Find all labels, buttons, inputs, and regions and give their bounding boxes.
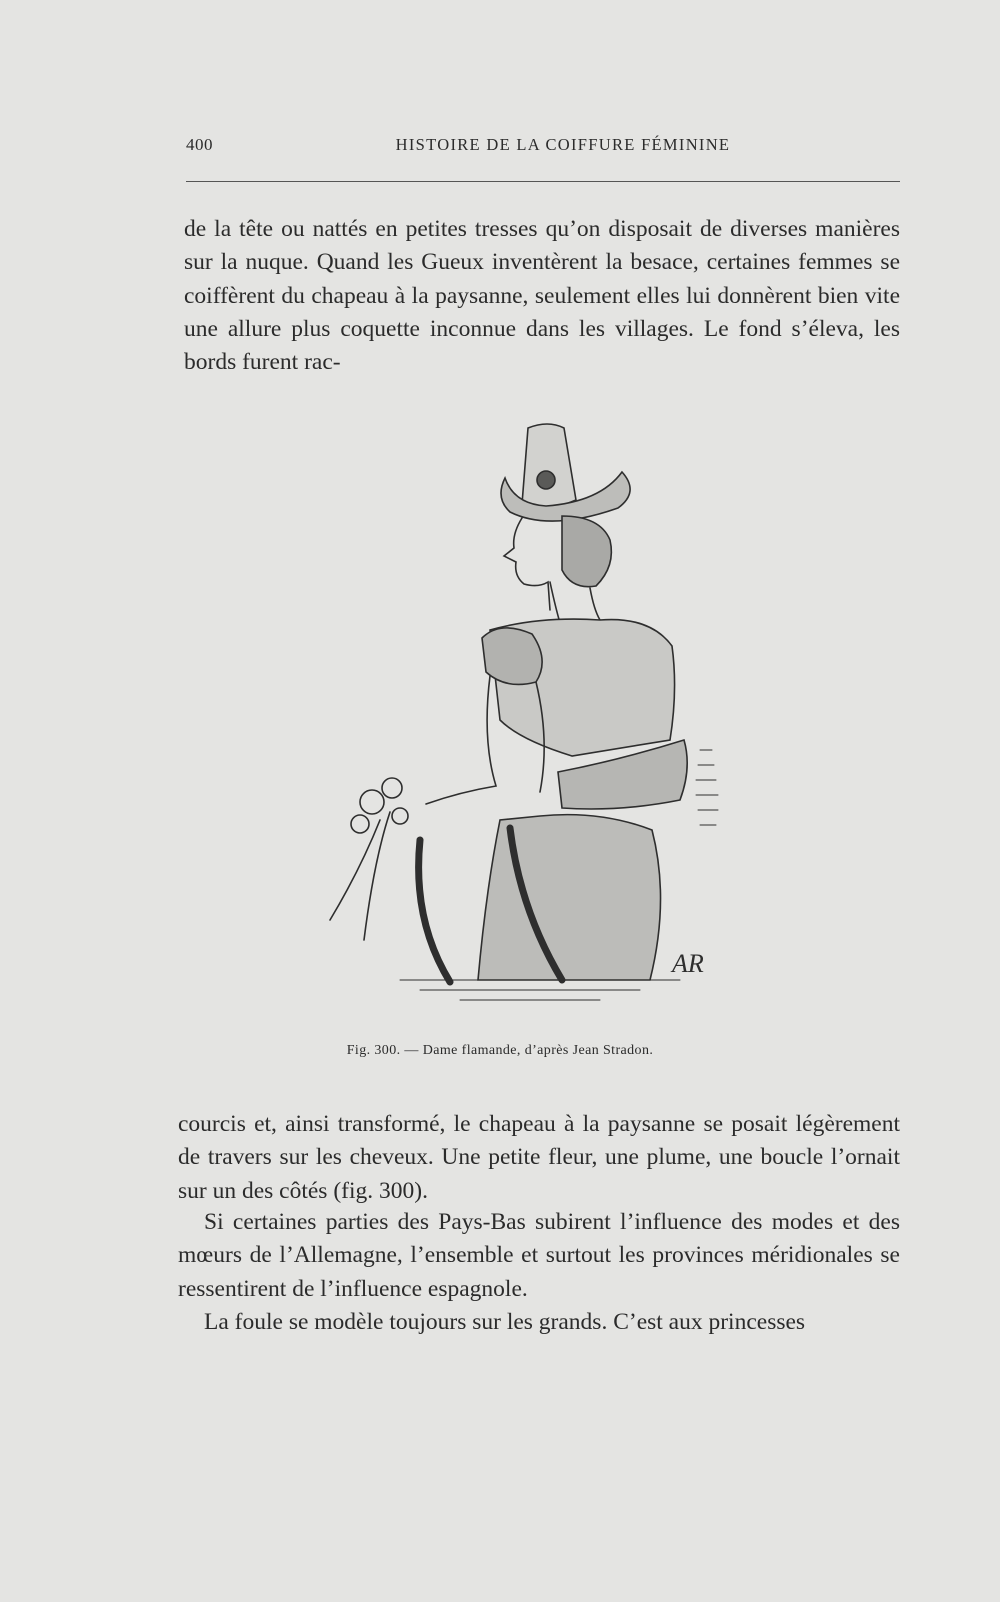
artist-signature: AR — [672, 949, 704, 978]
face-profile — [504, 518, 550, 610]
hat-crown — [522, 424, 576, 507]
bg-hatch — [696, 750, 718, 825]
bouquet — [330, 778, 408, 940]
paragraph-4: La foule se modèle toujours sur les grands. C’est aux princesses — [204, 1309, 806, 1335]
paragraph-2: courcis et, ainsi transformé, le chapeau à la paysanne se posait légèrement de travers sur les cheveux. Une petite fleur, une plume, une boucle l’ornait sur un des côtés (fig. 300). — [178, 1111, 900, 1204]
floor — [400, 980, 680, 1000]
figure-caption: Fig. 300. — Dame flamande, d’après Jean Stradon. — [346, 1043, 654, 1058]
paragraph-3: Si certaines parties des Pays-Bas subirent l’influence des modes et des mœurs de l’Allemagne, l’ensemble et surtout les provinces méridionales se ressentirent de l’influence espagnole. — [178, 1209, 900, 1302]
running-title: HISTOIRE DE LA COIFFURE FÉMININE — [395, 135, 731, 154]
figure-illustration — [300, 420, 760, 1035]
running-head — [186, 133, 900, 159]
header-rule — [186, 181, 900, 182]
chair-hoop-left — [419, 840, 450, 982]
hair — [562, 516, 611, 587]
skirt — [478, 815, 661, 980]
page-number: 400 — [186, 135, 213, 154]
puffed-sleeve — [482, 628, 542, 685]
hat-flower — [537, 471, 555, 489]
paragraph-1: de la tête ou nattés en petites tresses qu’on disposait de diverses manières sur la nuque. Quand les Gueux inventèrent la besace, certaines femmes se coiffèrent du chapeau à la paysanne, seulement elles lui donnèrent bien vite une allure plus coquette inconnue dans les villages. Le fond s’éleva, les bords furent rac- — [184, 216, 900, 376]
